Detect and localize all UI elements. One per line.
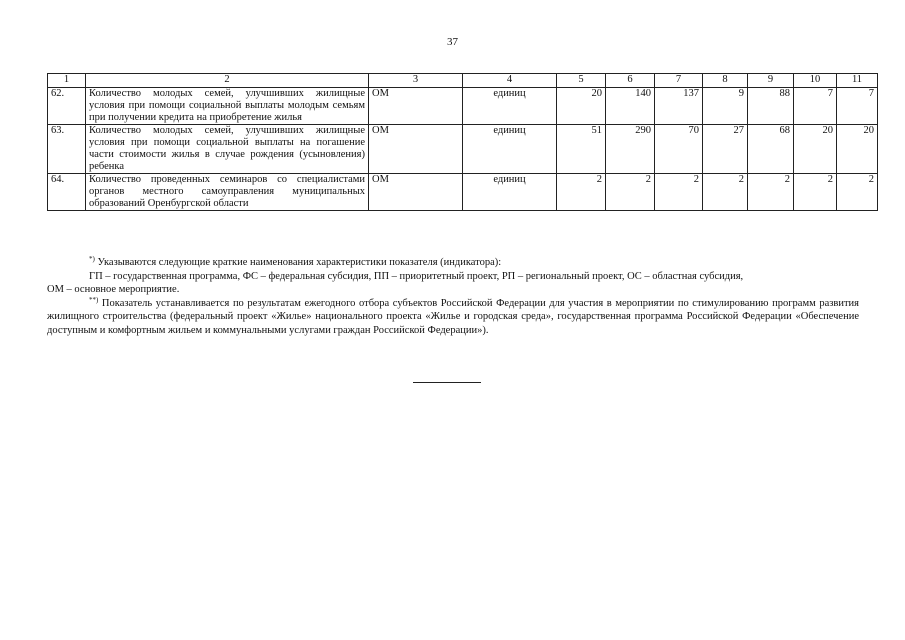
indicator-type: ОМ	[369, 125, 463, 174]
footnote-1-text: Указываются следующие краткие наименования характеристики показателя (индикатора):	[94, 257, 502, 268]
value-cell: 20	[557, 88, 606, 125]
value-cell: 51	[557, 125, 606, 174]
value-cell: 2	[837, 174, 878, 211]
unit-of-measure: единиц	[463, 174, 557, 211]
value-cell: 68	[748, 125, 794, 174]
value-cell: 2	[748, 174, 794, 211]
row-number: 64.	[48, 174, 86, 211]
indicator-name: Количество молодых семей, улучшивших жилищные условия при помощи социальной выплаты молодым семьям при получении кредита на приобретение жилья	[86, 88, 369, 125]
column-header: 1	[48, 74, 86, 88]
footnote-1-marker: *)	[89, 255, 95, 263]
value-cell: 7	[794, 88, 837, 125]
page-number: 37	[447, 36, 458, 48]
indicator-type: ОМ	[369, 88, 463, 125]
table-row	[48, 174, 878, 211]
column-header: 10	[794, 74, 837, 88]
footnote-2-text: Показатель устанавливается по результатам ежегодного отбора субъектов Российской Федерации для участия в мероприятии по стимулированию программ развития жилищного строительства (федеральный проект «Жилье» национального проекта «Жилье и городская среда», государственная программа Российской Федерации «Обеспечение доступным и комфортным жильем и коммунальными услугами граждан Российской Федерации»).	[47, 297, 859, 336]
value-cell: 290	[606, 125, 655, 174]
indicator-name: Количество проведенных семинаров со специалистами органов местного самоуправления муниципальных образований Оренбургской области	[86, 174, 369, 211]
value-cell: 2	[655, 174, 703, 211]
unit-of-measure: единиц	[463, 125, 557, 174]
footnote-2	[47, 297, 859, 338]
footnote-2-marker: **)	[89, 295, 99, 304]
value-cell: 140	[606, 88, 655, 125]
table-row	[48, 88, 878, 125]
value-cell: 70	[655, 125, 703, 174]
column-header: 6	[606, 74, 655, 88]
row-number: 62.	[48, 88, 86, 125]
value-cell: 20	[837, 125, 878, 174]
value-cell: 20	[794, 125, 837, 174]
value-cell: 27	[703, 125, 748, 174]
indicator-type: ОМ	[369, 174, 463, 211]
footnotes	[47, 256, 859, 337]
footnote-1	[47, 256, 859, 270]
footnote-1-abbreviations: ГП – государственная программа, ФС – федеральная субсидия, ПП – приоритетный проект, РП – региональный проект, ОС – областная субсидия,	[89, 270, 744, 282]
value-cell: 2	[703, 174, 748, 211]
column-header: 7	[655, 74, 703, 88]
value-cell: 9	[703, 88, 748, 125]
unit-of-measure: единиц	[463, 88, 557, 125]
value-cell: 2	[606, 174, 655, 211]
value-cell: 7	[837, 88, 878, 125]
value-cell: 2	[557, 174, 606, 211]
table-header-row	[48, 74, 878, 88]
indicators-table	[47, 73, 878, 211]
value-cell: 88	[748, 88, 794, 125]
value-cell: 2	[794, 174, 837, 211]
column-header: 5	[557, 74, 606, 88]
end-of-document-rule	[413, 382, 481, 383]
column-header: 9	[748, 74, 794, 88]
value-cell: 137	[655, 88, 703, 125]
column-header: 4	[463, 74, 557, 88]
column-header: 8	[703, 74, 748, 88]
footnote-1-abbreviations-continued: ОМ – основное мероприятие.	[47, 284, 180, 295]
column-header: 3	[369, 74, 463, 88]
row-number: 63.	[48, 125, 86, 174]
column-header: 2	[86, 74, 369, 88]
column-header: 11	[837, 74, 878, 88]
table-row	[48, 125, 878, 174]
indicator-name: Количество молодых семей, улучшивших жилищные условия при помощи социальной выплаты на погашение части стоимости жилья в случае рождения (усыновления) ребенка	[86, 125, 369, 174]
